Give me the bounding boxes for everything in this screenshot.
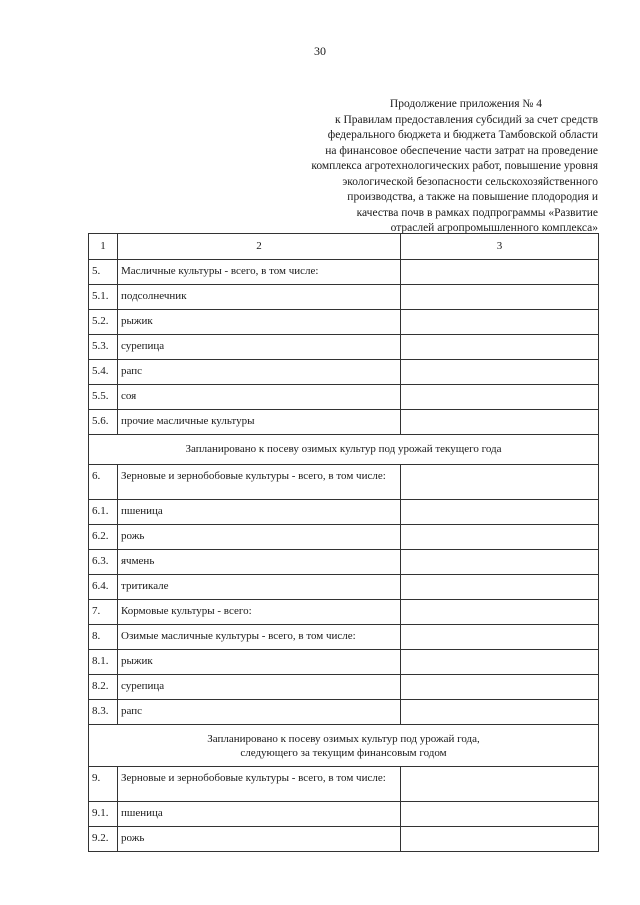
row-value <box>401 335 599 360</box>
table-row <box>89 600 599 625</box>
crop-table <box>88 233 599 852</box>
table-row <box>89 550 599 575</box>
table-row <box>89 410 599 435</box>
row-number: 5.2. <box>89 310 118 335</box>
row-value <box>401 600 599 625</box>
table-row <box>89 335 599 360</box>
row-number: 5.6. <box>89 410 118 435</box>
page-number: 30 <box>314 44 326 58</box>
table-row <box>89 500 599 525</box>
row-name: пшеница <box>118 500 401 525</box>
row-name: Кормовые культуры - всего: <box>118 600 401 625</box>
table-row <box>89 767 599 802</box>
row-value <box>401 385 599 410</box>
row-number: 9.2. <box>89 827 118 852</box>
row-value <box>401 525 599 550</box>
table-header-row <box>89 234 599 260</box>
row-value <box>401 675 599 700</box>
row-name: Озимые масличные культуры - всего, в том числе: <box>118 625 401 650</box>
row-number: 5. <box>89 260 118 285</box>
row-value <box>401 410 599 435</box>
table-row <box>89 575 599 600</box>
row-number: 5.1. <box>89 285 118 310</box>
row-number: 8.3. <box>89 700 118 725</box>
row-name: рыжик <box>118 650 401 675</box>
row-value <box>401 625 599 650</box>
table-row <box>89 650 599 675</box>
row-number: 5.4. <box>89 360 118 385</box>
row-value <box>401 360 599 385</box>
table-row <box>89 700 599 725</box>
row-name: пшеница <box>118 802 401 827</box>
row-value <box>401 260 599 285</box>
column-header: 2 <box>118 234 401 260</box>
table-row <box>89 385 599 410</box>
header-line: комплекса агротехнологических работ, повышение уровня <box>311 160 598 172</box>
header-line: отраслей агропромышленного комплекса» <box>390 222 598 234</box>
table-row <box>89 310 599 335</box>
table-row <box>89 827 599 852</box>
row-number: 8.1. <box>89 650 118 675</box>
row-name: рапс <box>118 360 401 385</box>
header-line: федерального бюджета и бюджета Тамбовской области <box>327 129 598 141</box>
row-value <box>401 575 599 600</box>
table-row <box>89 260 599 285</box>
section-title <box>89 725 599 767</box>
row-value <box>401 802 599 827</box>
column-header: 3 <box>401 234 599 260</box>
row-value <box>401 310 599 335</box>
row-name: соя <box>118 385 401 410</box>
row-value <box>401 650 599 675</box>
row-name: прочие масличные культуры <box>118 410 401 435</box>
appendix-header <box>280 97 598 237</box>
row-value <box>401 285 599 310</box>
appendix-title: Продолжение приложения № 4 <box>389 98 542 110</box>
row-value <box>401 767 599 802</box>
row-name: ячмень <box>118 550 401 575</box>
row-number: 6.1. <box>89 500 118 525</box>
section-header-row <box>89 435 599 465</box>
row-number: 9. <box>89 767 118 802</box>
row-name: сурепица <box>118 335 401 360</box>
table-row <box>89 285 599 310</box>
column-header: 1 <box>89 234 118 260</box>
row-number: 6.3. <box>89 550 118 575</box>
header-line: экологической безопасности сельскохозяйственного <box>342 175 598 188</box>
header-line: на финансовое обеспечение части затрат на проведение <box>325 144 598 157</box>
row-number: 6.2. <box>89 525 118 550</box>
row-number: 6.4. <box>89 575 118 600</box>
row-name: Масличные культуры - всего, в том числе: <box>118 260 401 285</box>
row-name: Зерновые и зернобобовые культуры - всего, в том числе: <box>118 767 401 802</box>
table-row <box>89 802 599 827</box>
row-name: рожь <box>118 525 401 550</box>
row-value <box>401 550 599 575</box>
row-name: рожь <box>118 827 401 852</box>
header-line: качества почв в рамках подпрограммы «Развитие <box>356 206 598 219</box>
row-name: подсолнечник <box>118 285 401 310</box>
row-value <box>401 700 599 725</box>
section-header-row <box>89 725 599 767</box>
section-title-line: следующего за текущим финансовым годом <box>240 747 447 759</box>
row-name: Зерновые и зернобобовые культуры - всего, в том числе: <box>118 465 401 500</box>
row-number: 5.5. <box>89 385 118 410</box>
section-title: Запланировано к посеву озимых культур под урожай текущего года <box>89 435 599 465</box>
table-row <box>89 625 599 650</box>
row-value <box>401 465 599 500</box>
row-number: 8.2. <box>89 675 118 700</box>
row-number: 7. <box>89 600 118 625</box>
table-row <box>89 675 599 700</box>
section-title-line: Запланировано к посеву озимых культур под урожай года, <box>207 733 480 745</box>
header-line: производства, а также на повышение плодородия и <box>347 191 598 203</box>
table-row <box>89 465 599 500</box>
row-number: 9.1. <box>89 802 118 827</box>
row-number: 8. <box>89 625 118 650</box>
row-number: 5.3. <box>89 335 118 360</box>
table-row <box>89 360 599 385</box>
row-name: рапс <box>118 700 401 725</box>
row-name: рыжик <box>118 310 401 335</box>
row-name: тритикале <box>118 575 401 600</box>
row-number: 6. <box>89 465 118 500</box>
header-line: к Правилам предоставления субсидий за счет средств <box>334 113 598 126</box>
row-value <box>401 827 599 852</box>
row-name: сурепица <box>118 675 401 700</box>
table-row <box>89 525 599 550</box>
row-value <box>401 500 599 525</box>
